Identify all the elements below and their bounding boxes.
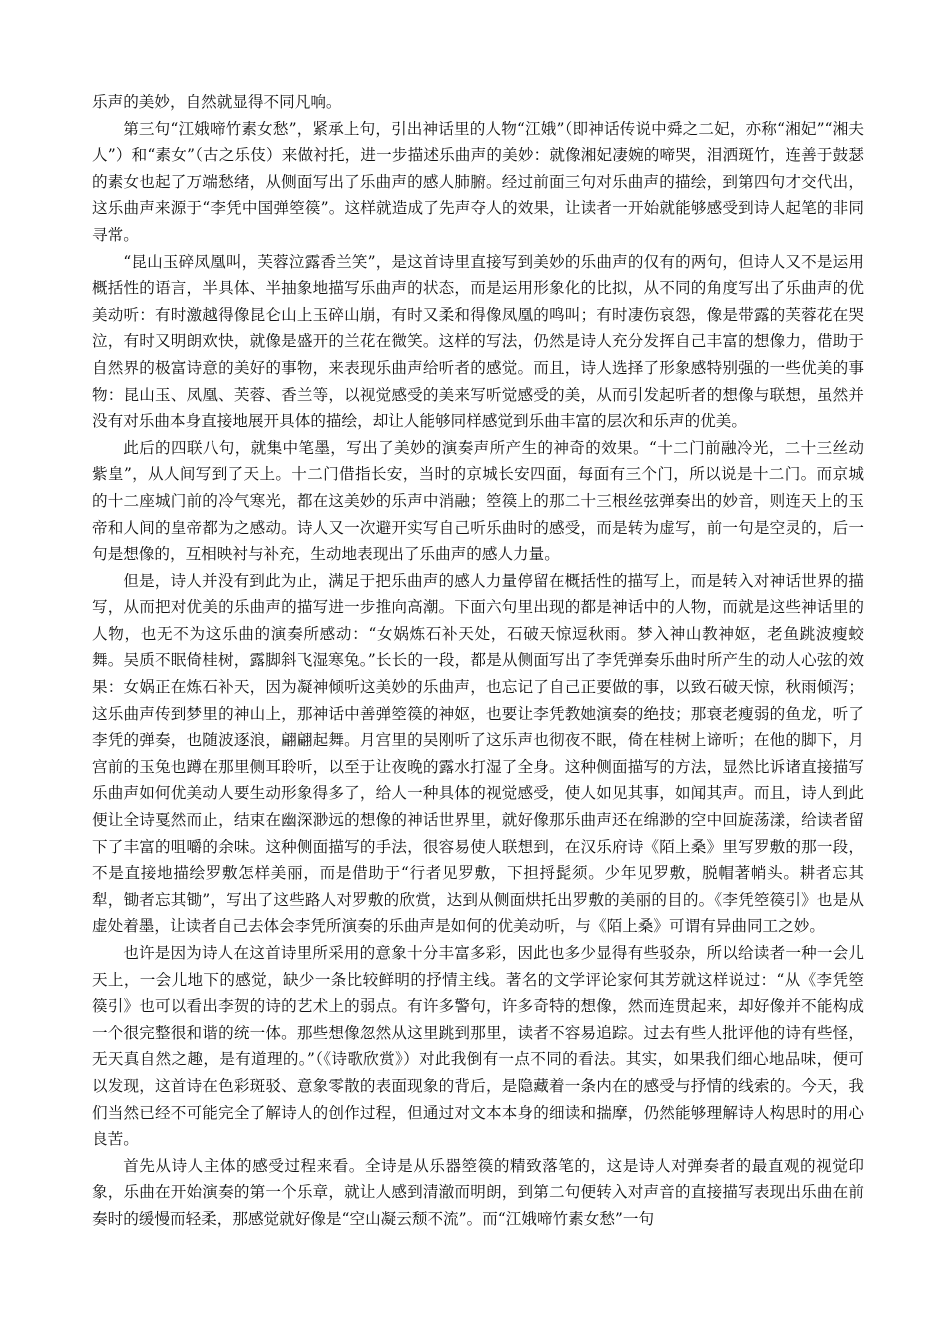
paragraph-3: “昆山玉碎凤凰叫，芙蓉泣露香兰笑”，是这首诗里直接写到美妙的乐曲声的仅有的两句，但诗人又不是运用概括性的语言，半具体、半抽象地描写乐曲声的状态，而是运用形象化的比拟，从不同的角度写出了乐曲声的优美动听：有时激越得像昆仑山上玉碎山崩，有时又柔和得像凤凰的鸣叫；有时凄伤哀怨，像是带露的芙蓉花在哭泣，有时又明朗欢快，就像是盛开的兰花在微笑。这样的写法，仍然是诗人充分发挥自己丰富的想像力，借助于自然界的极富诗意的美好的事物，来表现乐曲声给听者的感觉。而且，诗人选择了形象感特别强的一些优美的事物：昆山玉、凤凰、芙蓉、香兰等，以视觉感受的美来写听觉感受的美，从而引发起听者的想像与联想，虽然并没有对乐曲本身直接地展开具体的描绘，却让人能够同样感觉到乐曲丰富的层次和乐声的优美。 <box>92 252 864 431</box>
paragraph-4: 此后的四联八句，就集中笔墨，写出了美妙的演奏声所产生的神奇的效果。“十二门前融冷光，二十三丝动紫皇”，从人间写到了天上。十二门借指长安，当时的京城长安四面，每面有三个门，所以说是十二门。而京城的十二座城门前的冷气寒光，都在这美妙的乐声中消融；箜篌上的那二十三根丝弦弹奏出的妙音，则连天上的玉帝和人间的皇帝都为之感动。诗人又一次避开实写自己听乐曲时的感受，而是转为虚写，前一句是空灵的，后一句是想像的，互相映衬与补充，生动地表现出了乐曲声的感人力量。 <box>92 438 864 564</box>
paragraph-5: 但是，诗人并没有到此为止，满足于把乐曲声的感人力量停留在概括性的描写上，而是转入对神话世界的描写，从而把对优美的乐曲声的描写进一步推向高潮。下面六句里出现的都是神话中的人物，而就是这些神话里的人物，也无不为这乐曲的演奏所感动：“女娲炼石补天处，石破天惊逗秋雨。梦入神山教神妪，老鱼跳波瘦蛟舞。吴质不眠倚桂树，露脚斜飞湿寒兔。”长长的一段，都是从侧面写出了李凭弹奏乐曲时所产生的动人心弦的效果：女娲正在炼石补天，因为凝神倾听这美妙的乐曲声，也忘记了自己正要做的事，以致石破天惊，秋雨倾泻；这乐曲声传到梦里的神山上，那神话中善弹箜篌的神妪，也要让李凭教她演奏的绝技；那衰老瘦弱的鱼龙，听了李凭的弹奏，也随波逐浪，翩翩起舞。月宫里的吴刚听了这乐声也彻夜不眠，倚在桂树上谛听；在他的脚下，月宫前的玉兔也蹲在那里侧耳聆听，以至于让夜晚的露水打湿了全身。这种侧面描写的方法，显然比诉诸直接描写乐曲声如何优美动人要生动形象得多了，给人一种具体的视觉感受，使人如见其事，如闻其声。而且，诗人到此便让全诗戛然而止，结束在幽深渺远的想像的神话世界里，就好像那乐曲声还在绵渺的空中回旋荡漾，给读者留下了丰富的咀嚼的余味。这种侧面描写的手法，很容易使人联想到，在汉乐府诗《陌上桑》里写罗敷的那一段，不是直接地描绘罗敷怎样美丽，而是借助于“行者见罗敷，下担捋髭须。少年见罗敷，脱帽著帩头。耕者忘其犁，锄者忘其锄”，写出了这些路人对罗敷的欣赏，达到从侧面烘托出罗敷的美丽的目的。《李凭箜篌引》也是从虚处着墨，让读者自己去体会李凭所演奏的乐曲声是如何的优美动听，与《陌上桑》可谓有异曲同工之妙。 <box>92 571 864 936</box>
paragraph-1: 乐声的美妙，自然就显得不同凡响。 <box>92 93 342 111</box>
paragraph-2: 第三句“江娥啼竹素女愁”，紧承上句，引出神话里的人物“江娥”（即神话传说中舜之二妃，亦称“湘妃”“湘夫人”）和“素女”（古之乐伎）来做衬托，进一步描述乐曲声的美妙：就像湘妃凄婉的啼哭，泪洒斑竹，连善于鼓瑟的素女也起了万端愁绪，从侧面写出了乐曲声的感人肺腑。经过前面三句对乐曲声的描绘，到第四句才交代出，这乐曲声来源于“李凭中国弹箜篌”。这样就造成了先声夺人的效果，让读者一开始就能够感受到诗人起笔的非同寻常。 <box>92 119 864 244</box>
paragraph-6: 也许是因为诗人在这首诗里所采用的意象十分丰富多彩，因此也多少显得有些驳杂，所以给读者一种一会儿天上，一会儿地下的感觉，缺少一条比较鲜明的抒情主线。著名的文学评论家何其芳就这样说过：“从《李凭箜篌引》也可以看出李贺的诗的艺术上的弱点。有许多警句，许多奇特的想像，然而连贯起来，却好像并不能构成一个很完整很和谐的统一体。那些想像忽然从这里跳到那里，读者不容易追踪。过去有些人批评他的诗有些怪，无天真自然之趣，是有道理的。”（《诗歌欣赏》）对此我倒有一点不同的看法。其实，如果我们细心地品味，便可以发现，这首诗在色彩斑驳、意象零散的表面现象的背后，是隐藏着一条内在的感受与抒情的线索的。今天，我们当然已经不可能完全了解诗人的创作过程，但通过对文本本身的细读和揣摩，仍然能够理解诗人构思时的用心良苦。 <box>92 944 864 1149</box>
paragraph-7: 首先从诗人主体的感受过程来看。全诗是从乐器箜篌的精致落笔的，这是诗人对弹奏者的最直观的视觉印象，乐曲在开始演奏的第一个乐章，就让人感到清澈而明朗，到第二句便转入对声音的直接描写表现出乐曲在前奏时的缓慢而轻柔，那感觉就好像是“空山凝云颓不流”。而“江娥啼竹素女愁”一句 <box>92 1156 864 1228</box>
document-page <box>92 89 864 1233</box>
